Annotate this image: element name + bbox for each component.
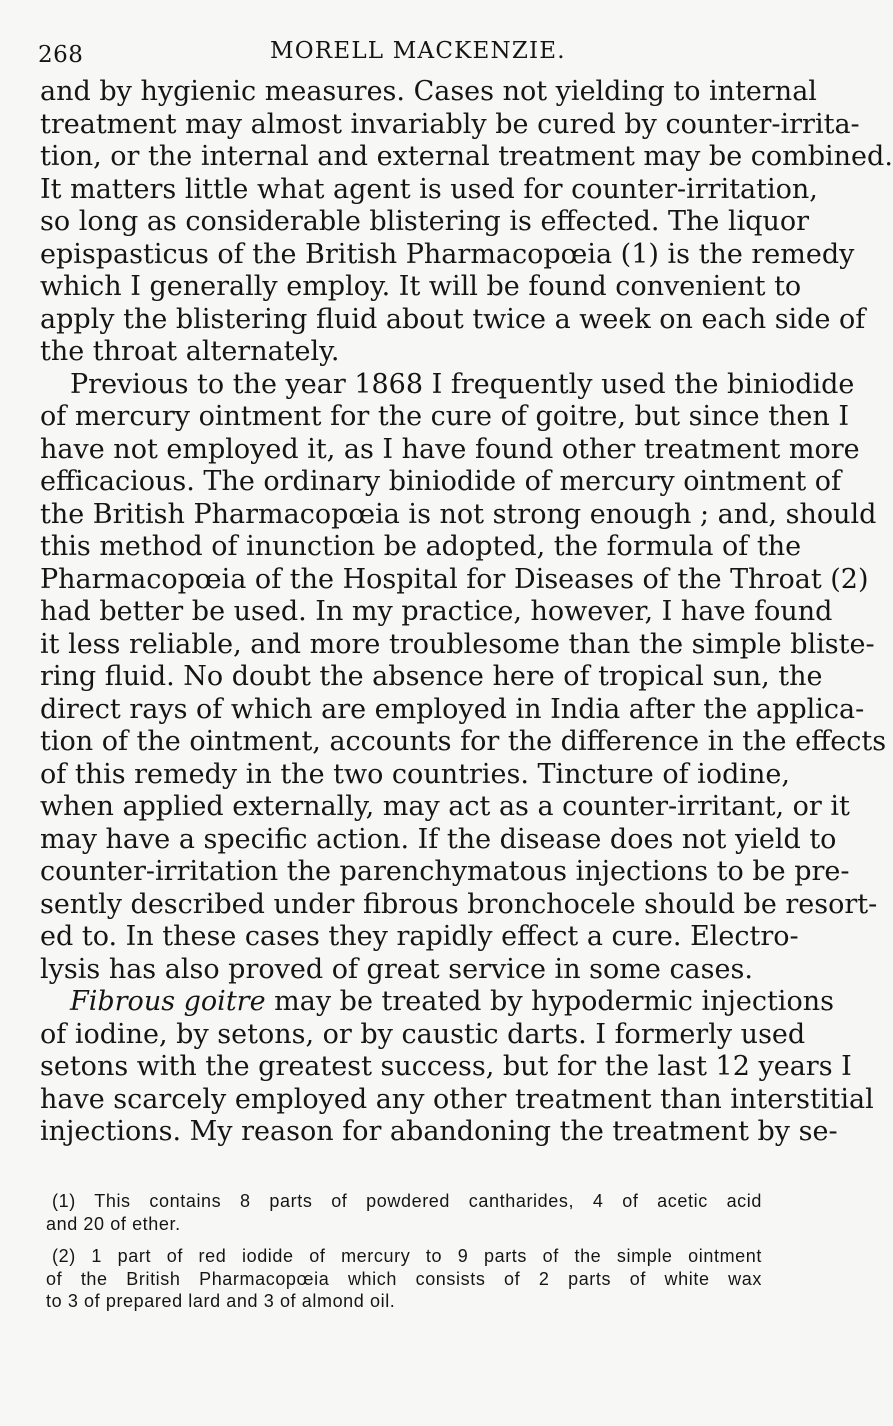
text-line: this method of inunction be adopted, the formula of the	[40, 531, 802, 562]
running-head: MORELL MACKENZIE.	[270, 38, 566, 64]
text-line: of this remedy in the two countries. Tincture of iodine,	[40, 758, 790, 790]
footnote-line: and 20 of ether.	[46, 1213, 181, 1234]
text-line: may have a specific action. If the disease does not yield to	[40, 823, 837, 855]
text-line: sently described under fibrous bronchocele should be resort-	[40, 888, 878, 920]
text-line: it less reliable, and more troublesome than the simple bliste-	[40, 628, 875, 660]
text-line: apply the blistering fluid about twice a week on each side of	[40, 303, 866, 335]
text-line: when applied externally, may act as a counter-irritant, or it	[40, 791, 850, 822]
text-line: It matters little what agent is used for counter-irritation,	[40, 173, 818, 205]
footnotes	[46, 1190, 762, 1313]
text-line: tion of the ointment, accounts for the difference in the effects	[40, 726, 887, 757]
text-line: have not employed it, as I have found other treatment more	[40, 433, 860, 465]
text-line: the British Pharmacopœia is not strong enough ; and, should	[40, 498, 877, 530]
text-line: counter-irritation the parenchymatous injections to be pre-	[40, 856, 850, 887]
text-line: of iodine, by setons, or by caustic darts. I formerly used	[40, 1018, 806, 1050]
text-line: direct rays of which are employed in India after the applica-	[40, 693, 865, 725]
text-line: Previous to the year 1868 I frequently used the biniodide	[70, 368, 855, 400]
text-line: Fibrous goitre may be treated by hypodermic injections	[70, 986, 834, 1017]
footnote-line: to 3 of prepared lard and 3 of almond oil.	[46, 1291, 396, 1311]
text-line: tion, or the internal and external treatment may be combined.	[40, 141, 893, 172]
text-line: ed to. In these cases they rapidly effect a cure. Electro-	[40, 921, 799, 952]
footnote-line: (2) 1 part of red iodide of mercury to 9 parts of the simple ointment	[52, 1246, 762, 1266]
text-line: the throat alternately.	[40, 336, 340, 367]
page-number: 268	[38, 42, 84, 68]
text-line: epispasticus of the British Pharmacopœia (1) is the remedy	[40, 238, 855, 270]
text-line: Pharmacopœia of the Hospital for Diseases of the Throat (2)	[40, 563, 869, 595]
main-text	[40, 76, 893, 1149]
footnote-line: of the British Pharmacopœia which consists of 2 parts of white wax	[46, 1268, 762, 1289]
text-line: treatment may almost invariably be cured by counter-irrita-	[40, 108, 860, 140]
text-line: have scarcely employed any other treatment than interstitial	[40, 1083, 874, 1115]
text-line: and by hygienic measures. Cases not yielding to internal	[40, 76, 817, 107]
text-line: of mercury ointment for the cure of goitre, but since then I	[40, 401, 850, 432]
page-header	[38, 36, 760, 68]
text-line: so long as considerable blistering is effected. The liquor	[40, 206, 810, 237]
text-line: setons with the greatest success, but for the last 12 years I	[40, 1051, 852, 1082]
text-line: ring fluid. No doubt the absence here of tropical sun, the	[40, 661, 823, 692]
text-line: which I generally employ. It will be found convenient to	[40, 271, 802, 302]
footnote-line: (1) This contains 8 parts of powdered cantharides, 4 of acetic acid	[52, 1191, 762, 1211]
text-line: lysis has also proved of great service in some cases.	[40, 953, 753, 985]
text-line: had better be used. In my practice, however, I have found	[40, 596, 833, 627]
text-line: injections. My reason for abandoning the treatment by se-	[40, 1116, 838, 1147]
text-line: efficacious. The ordinary biniodide of mercury ointment of	[40, 466, 842, 497]
